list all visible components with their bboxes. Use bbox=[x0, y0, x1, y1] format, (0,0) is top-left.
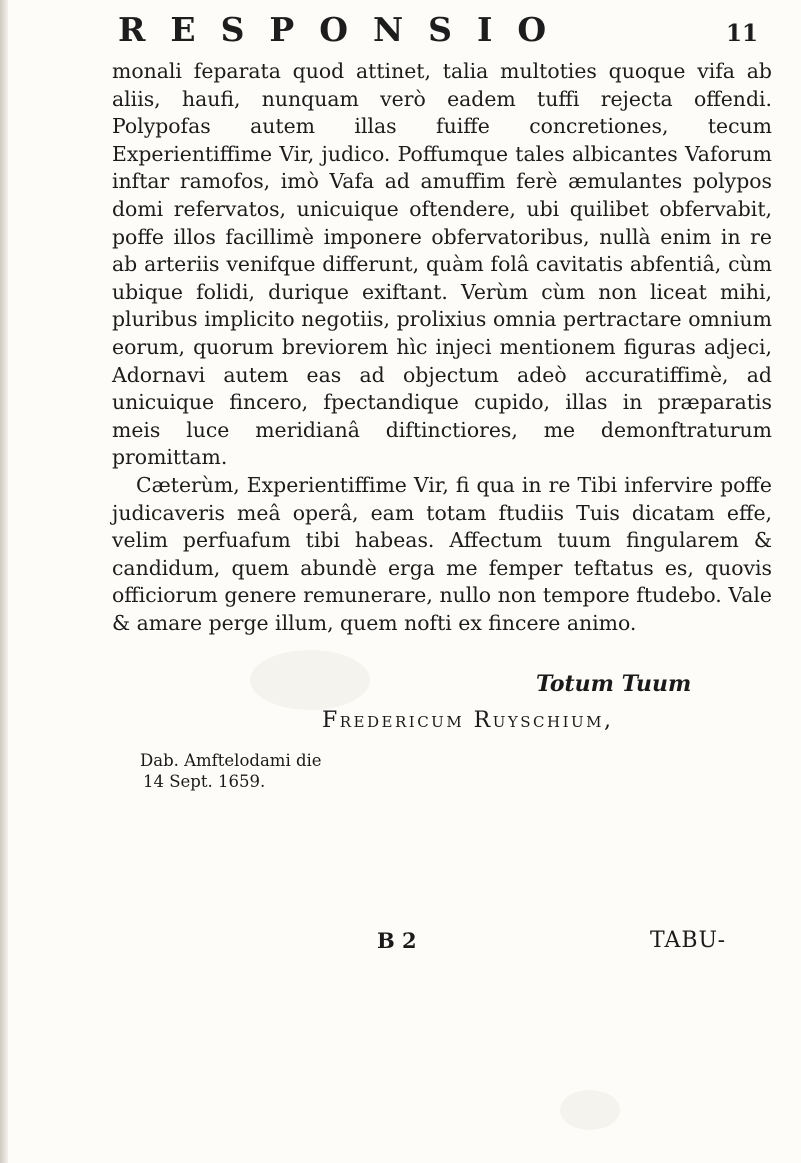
page-header bbox=[118, 10, 758, 50]
paper-stain bbox=[560, 1090, 620, 1130]
date-line: 14 Sept. 1659. bbox=[143, 772, 266, 791]
paragraph: monali feparata quod attinet, talia multoties quoque vifa ab aliis, haufi, nunquam verò eadem tuffi rejecta offendi. Polypofas autem illas fuiffe concretiones, tecum Experientiffime Vir, judico. Poffumque tales albicantes Vaforum inftar ramofos, imò Vafa ad amuffim ferè æmulantes polypos domi refervatos, unicuique oftendere, ubi quilibet obfervabit, poffe illos facillimè imponere obfervatoribus, nullà enim in re ab arteriis venifque differunt, quàm folâ cavitatis abfentiâ, cùm ubique folidi, durique exiftant. Verùm cùm non liceat mihi, pluribus implicito negotiis, prolixius omnia pertractare omnium eorum, quorum breviorem hìc injeci mentionem figuras adjeci, Adornavi autem eas ad objectum adeò accuratiffimè, ad unicuique fincero, fpectandique cupido, illas in præparatis meis luce meridianâ diftinctiores, me demonftraturum promittam. bbox=[112, 59, 772, 470]
place-date bbox=[140, 750, 322, 792]
paragraph: Cæterùm, Experientiffime Vir, fi qua in re Tibi infervire poffe judicaveris meâ operâ, eam totam ftudiis Tuis dicatam effe, velim perfuafum tibi habeas. Affectum tuum fingularem & candidum, quem abundè erga me femper teftatus es, quovis officiorum genere remunerare, nullo non tempore ftudebo. Vale & amare perge illum, quem nofti ex fincere animo. bbox=[112, 472, 772, 635]
letter-body bbox=[112, 58, 772, 637]
paper-stain bbox=[250, 650, 370, 710]
page-edge-shadow bbox=[0, 0, 8, 1163]
catchword: TABU- bbox=[650, 928, 727, 953]
signature-mark: B 2 bbox=[377, 928, 417, 953]
page-number: 11 bbox=[725, 20, 758, 47]
signature: Fredericum Ruyschium, bbox=[322, 708, 614, 733]
running-title: RESPONSIO bbox=[118, 10, 572, 49]
valediction: Totum Tuum bbox=[536, 671, 692, 697]
place-line: Dab. Amftelodami die bbox=[140, 751, 322, 770]
